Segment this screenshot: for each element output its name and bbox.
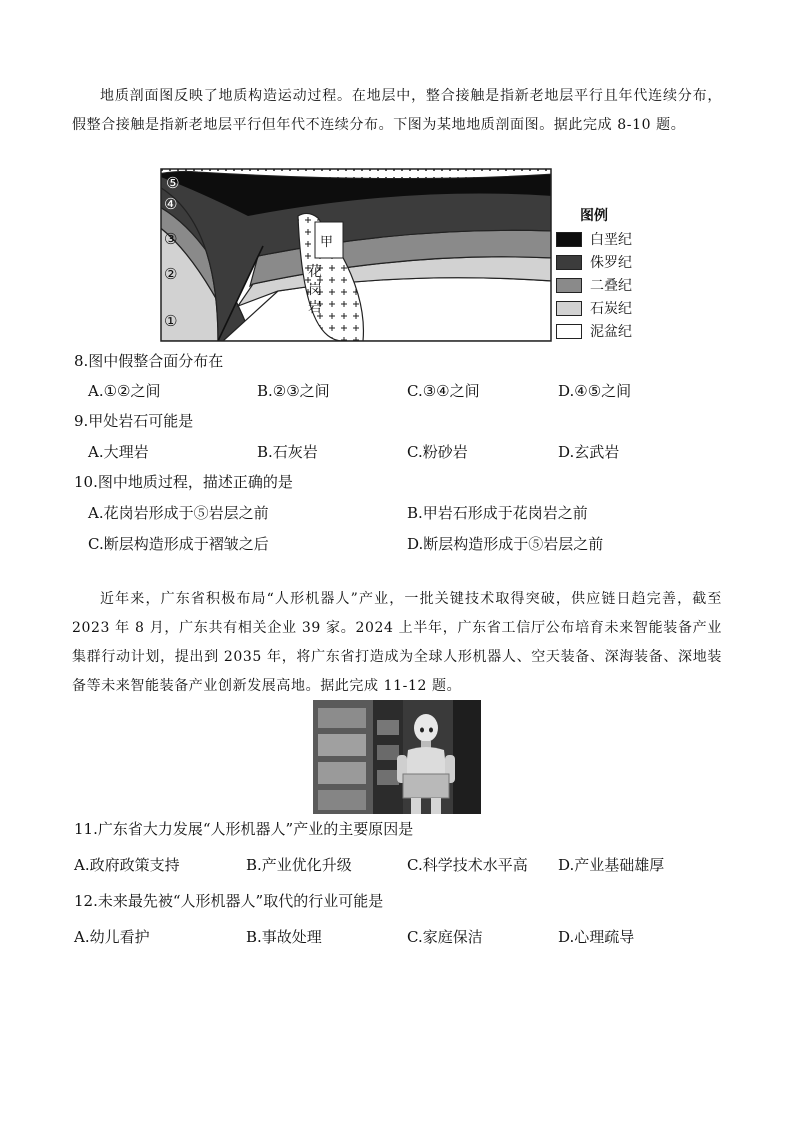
legend-swatch	[556, 324, 582, 339]
rock-jia-label: 甲	[320, 235, 334, 250]
question-9: 9.甲处岩石可能是	[74, 412, 194, 430]
q9-option-d: D.玄武岩	[558, 443, 620, 461]
q12-option-c: C.家庭保洁	[407, 928, 483, 946]
legend-cretaceous	[556, 229, 632, 249]
legend-swatch	[556, 232, 582, 247]
legend-permian	[556, 275, 632, 295]
q9-option-a: A.大理岩	[88, 443, 149, 461]
q12-option-d: D.心理疏导	[558, 928, 635, 946]
legend-swatch	[556, 301, 582, 316]
q10-option-a: A.花岗岩形成于⑤岩层之前	[88, 504, 269, 522]
legend-carboniferous	[556, 298, 632, 318]
granite-label-3: 岩	[308, 300, 322, 316]
legend-title: 图例	[580, 208, 608, 224]
q11-option-c: C.科学技术水平高	[407, 856, 528, 874]
legend-swatch	[556, 278, 582, 293]
legend-swatch	[556, 255, 582, 270]
legend-label: 白垩纪	[590, 232, 632, 248]
q10-option-d: D.断层构造形成于⑤岩层之前	[407, 535, 604, 553]
legend-jurassic	[556, 252, 632, 272]
layer-label-1: ①	[164, 312, 178, 330]
q11-option-b: B.产业优化升级	[246, 856, 352, 874]
legend-label: 二叠纪	[590, 278, 632, 294]
geologic-cross-section	[158, 166, 558, 346]
layer-label-4: ④	[164, 195, 178, 213]
legend-devonian	[556, 321, 632, 341]
q8-option-d: D.④⑤之间	[558, 382, 632, 400]
q12-option-a: A.幼儿看护	[74, 928, 150, 946]
q11-option-d: D.产业基础雄厚	[558, 856, 665, 874]
passage-robot: 近年来，广东省积极布局“人形机器人”产业，一批关键技术取得突破，供应链日趋完善，截至 2023 年 8 月，广东共有相关企业 39 家。2024 上半年，广东省工信厅公布培育未来智能装备产业集群行动计划，提出到 2035 年，将广东省打造成为全球人形机器人、空天装备、深海装备、深地装备等未来智能装备产业创新发展高地。据此完成 11-12 题。	[72, 591, 722, 694]
question-12: 12.未来最先被“人形机器人”取代的行业可能是	[74, 892, 384, 910]
humanoid-robot-photo	[313, 700, 481, 814]
question-11: 11.广东省大力发展“人形机器人”产业的主要原因是	[74, 820, 414, 838]
layer-label-3: ③	[164, 230, 178, 248]
q8-option-a: A.①②之间	[88, 382, 161, 400]
q8-option-c: C.③④之间	[407, 382, 480, 400]
granite-label-1: 花	[308, 264, 322, 280]
layer-label-5: ⑤	[166, 174, 180, 192]
q9-option-b: B.石灰岩	[257, 443, 318, 461]
granite-label-2: 岗	[308, 282, 322, 298]
q10-option-c: C.断层构造形成于褶皱之后	[88, 535, 269, 553]
q12-option-b: B.事故处理	[246, 928, 322, 946]
legend-label: 泥盆纪	[590, 324, 632, 340]
question-8: 8.图中假整合面分布在	[74, 352, 224, 370]
q11-option-a: A.政府政策支持	[74, 856, 180, 874]
layer-label-2: ②	[164, 265, 178, 283]
legend-label: 石炭纪	[590, 301, 632, 317]
q9-option-c: C.粉砂岩	[407, 443, 468, 461]
passage-geology: 地质剖面图反映了地质构造运动过程。在地层中，整合接触是指新老地层平行且年代连续分布，假整合接触是指新老地层平行但年代不连续分布。下图为某地地质剖面图。据此完成 8-10 题。	[72, 88, 722, 133]
q10-option-b: B.甲岩石形成于花岗岩之前	[407, 504, 588, 522]
legend-label: 侏罗纪	[590, 255, 632, 271]
q8-option-b: B.②③之间	[257, 382, 330, 400]
question-10: 10.图中地质过程，描述正确的是	[74, 473, 293, 491]
